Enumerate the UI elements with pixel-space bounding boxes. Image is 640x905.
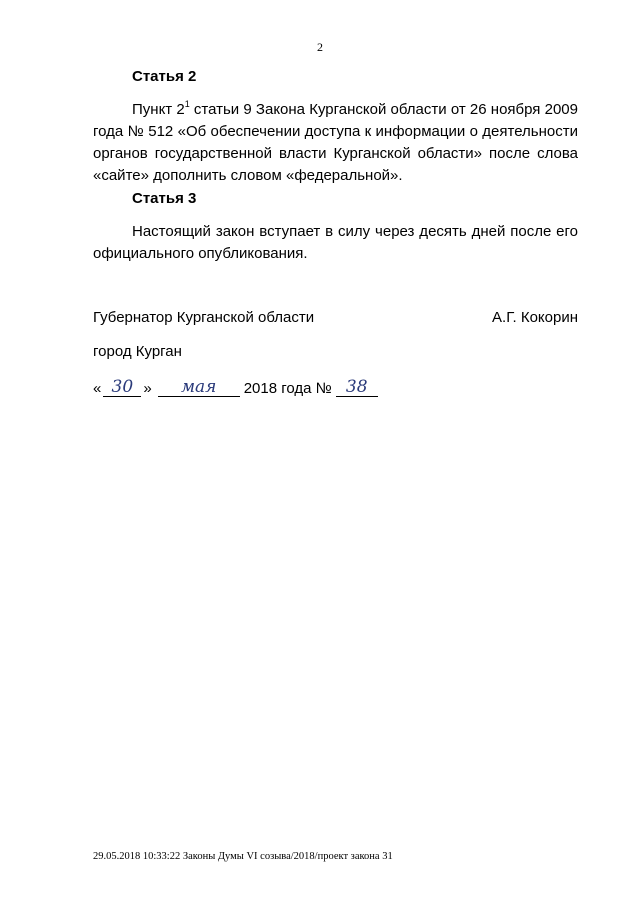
article-2-text-rest: статьи 9 Закона Курганской области от 26 ноября 2009 года № 512 «Об обеспечении доступа к информации о деятельности органов государственной власти Курганской области» после слова «сайте» дополнить словом «федеральной». — [93, 101, 578, 184]
article-3-heading: Статья 3 — [132, 190, 197, 207]
date-open-quote: « — [93, 380, 102, 397]
date-close-quote: » — [143, 380, 152, 397]
handwritten-law-number: 38 — [336, 378, 378, 397]
date-year-text: 2018 года № — [243, 380, 332, 397]
article-3-text: Настоящий закон вступает в силу через десять дней после его официального опубликования. — [93, 223, 578, 262]
article-2-superscript: 1 — [184, 99, 190, 109]
handwritten-day: 30 — [103, 378, 141, 397]
article-2-text — [93, 99, 578, 187]
signatory-title: Губернатор Курганской области — [93, 309, 315, 326]
signature-row — [93, 309, 578, 326]
footer-file-path: 29.05.2018 10:33:22 Законы Думы VI созыва/2018/проект закона 31 — [93, 851, 393, 862]
handwritten-month: мая — [158, 378, 240, 397]
article-2-text-start: Пункт 2 — [132, 101, 185, 118]
article-2-heading: Статья 2 — [132, 68, 197, 85]
date-line — [93, 378, 378, 397]
city-line: город Курган — [93, 343, 182, 360]
page-number: 2 — [317, 40, 323, 54]
signatory-name: А.Г. Кокорин — [492, 309, 578, 326]
